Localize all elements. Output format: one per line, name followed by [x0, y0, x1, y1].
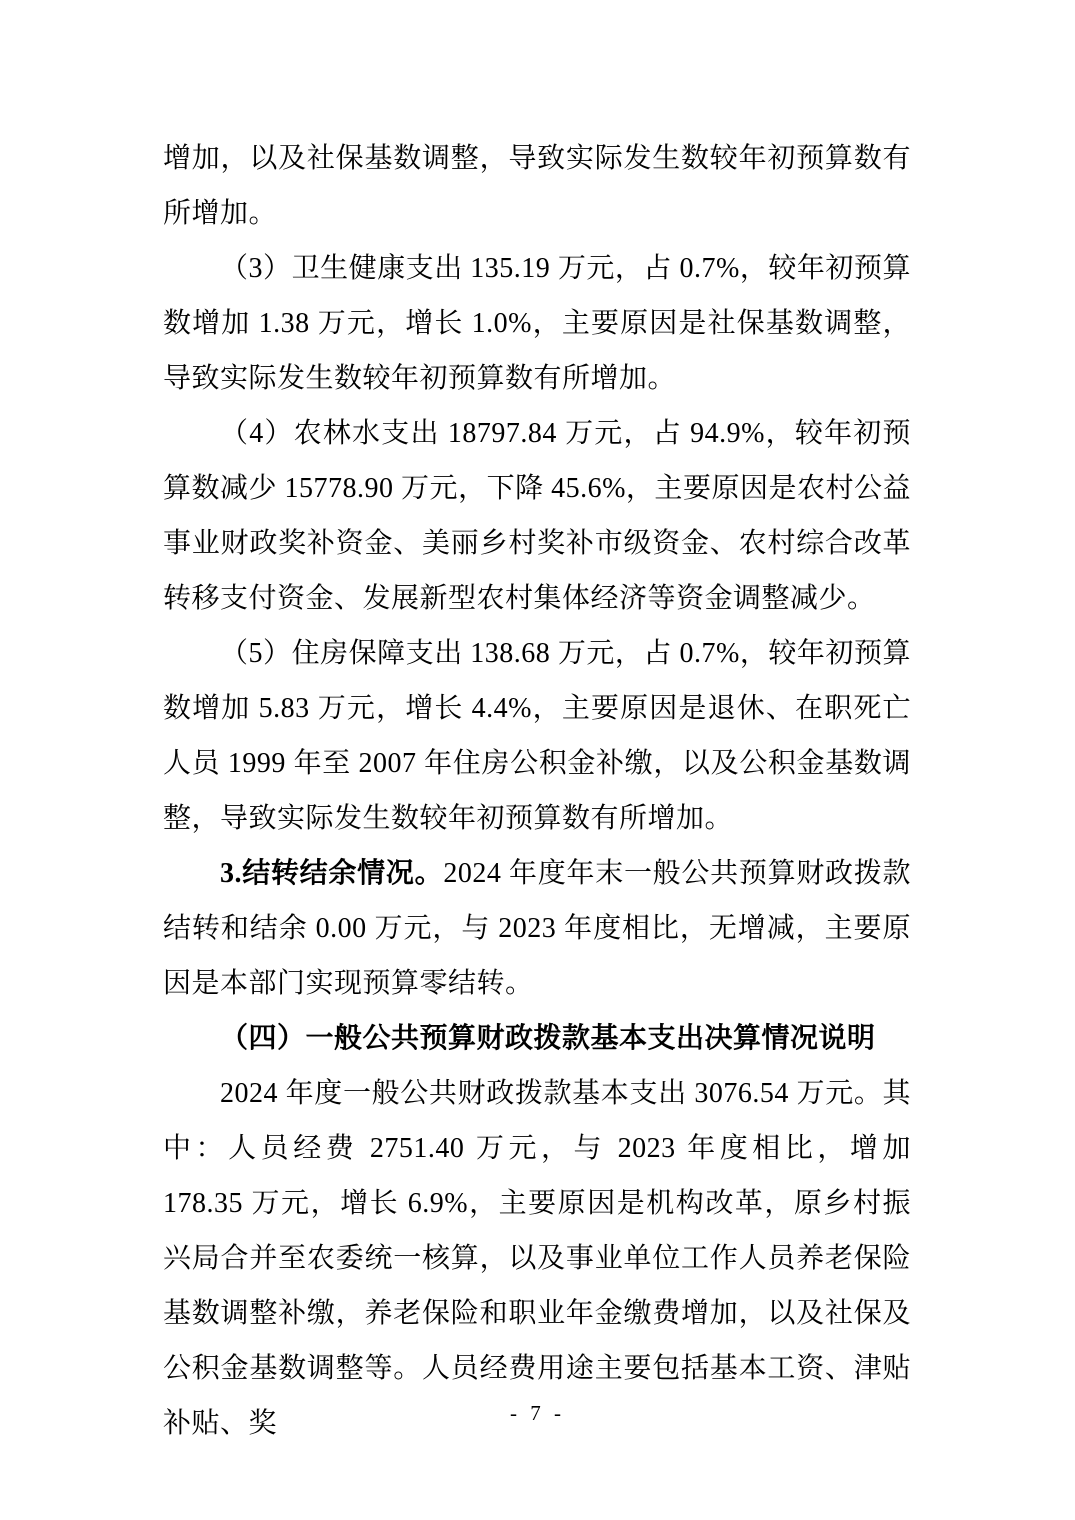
paragraph-text: 增加，以及社保基数调整，导致实际发生数较年初预算数有所增加。 — [163, 143, 911, 229]
paragraph-item-4-agriculture-expenditure — [163, 406, 911, 626]
paragraph-basic-expenditure-detail — [163, 1066, 911, 1451]
paragraph-carryover-balance — [163, 846, 911, 1011]
paragraph-item-3-health-expenditure — [163, 241, 911, 406]
paragraph-bold-lead: 3.结转结余情况。 — [220, 858, 444, 889]
paragraph-text: （5）住房保障支出 138.68 万元，占 0.7%，较年初预算数增加 5.83 万元，增长 4.4%，主要原因是退休、在职死亡人员 1999 年至 2007 年住房公积金补缴，以及公积金基数调整，导致实际发生数较年初预算数有所增加。 — [163, 638, 911, 834]
section-heading-text: （四）一般公共预算财政拨款基本支出决算情况说明 — [220, 1023, 876, 1054]
paragraph-text: （3）卫生健康支出 135.19 万元，占 0.7%，较年初预算数增加 1.38 万元，增长 1.0%，主要原因是社保基数调整，导致实际发生数较年初预算数有所增加。 — [163, 253, 911, 394]
paragraph-text: 2024 年度年末一般公共预算财政拨款结转和结余 0.00 万元，与 2023 年度相比，无增减，主要原因是本部门实现预算零结转。 — [163, 858, 911, 999]
paragraph-text: （4）农林水支出 18797.84 万元，占 94.9%，较年初预算数减少 15778.90 万元，下降 45.6%，主要原因是农村公益事业财政奖补资金、美丽乡村奖补市级资金、农村综合改革转移支付资金、发展新型农村集体经济等资金调整减少。 — [163, 418, 911, 614]
paragraph-text: 2024 年度一般公共财政拨款基本支出 3076.54 万元。其中：人员经费 2751.40 万元，与 2023 年度相比，增加 178.35 万元，增长 6.9%，主要原因是机构改革，原乡村振兴局合并至农委统一核算，以及事业单位工作人员养老保险基数调整补缴，养老保险和职业年金缴费增加，以及社保及公积金基数调整等。人员经费用途主要包括基本工资、津贴补贴、奖 — [163, 1078, 911, 1439]
paragraph-continuation — [163, 131, 911, 241]
document-body — [163, 131, 911, 1451]
paragraph-item-5-housing-expenditure — [163, 626, 911, 846]
section-heading-basic-expenditure — [163, 1011, 911, 1066]
page-number: - 7 - — [510, 1401, 565, 1425]
